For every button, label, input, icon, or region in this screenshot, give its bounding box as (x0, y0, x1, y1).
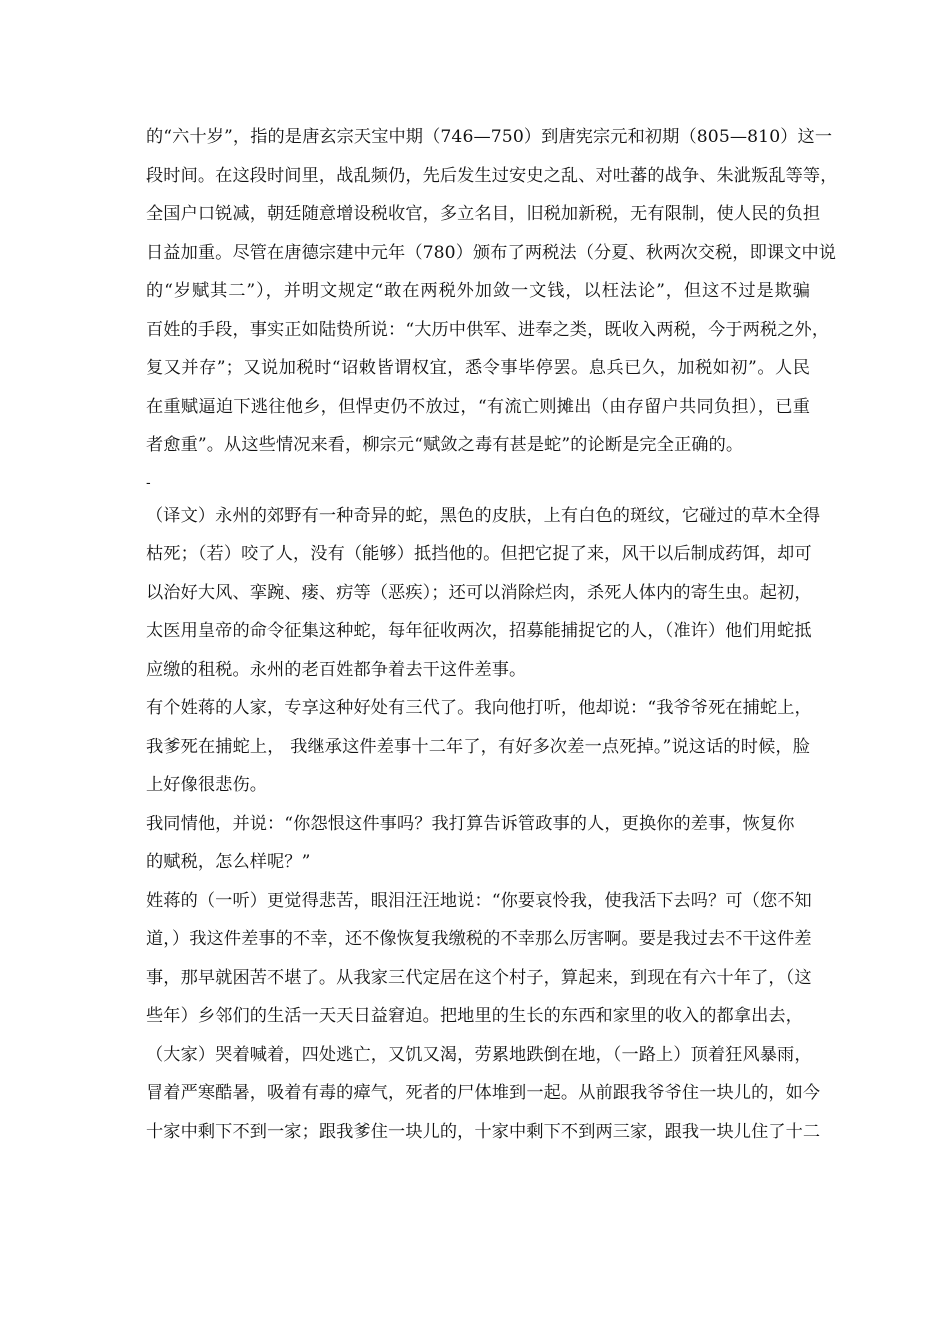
translation-line: 我同情他，并说：“你怨恨这件事吗？我打算告诉管政事的人，更换你的差事，恢复你 (146, 813, 795, 834)
translation-line: 有个姓蒋的人家，专享这种好处有三代了。我向他打听，他却说：“我爷爷死在捕蛇上， (146, 698, 812, 718)
text-line: 百姓的手段，事实正如陆贽所说：“大历中供军、进奉之类，既收入两税，今于两税之外， (146, 319, 830, 340)
translation-line: 以治好大风、挛踠、瘘、疠等（恶疾）；还可以消除烂肉，杀死人体内的寄生虫。起初， (146, 582, 812, 603)
text-line: 的“岁赋其二”），并明文规定“敢在两税外加敛一文钱，以枉法论”，但这不过是欺骗 (146, 281, 810, 301)
translation-line: （大家）哭着喊着，四处逃亡，又饥又渴，劳累地跌倒在地，（一路上）顶着狂风暴雨， (146, 1044, 812, 1065)
text-line: 段时间。在这段时间里，战乱频仍，先后发生过安史之乱、对吐蕃的战争、朱泚叛乱等等， (146, 165, 838, 186)
translation-line: 太医用皇帝的命令征集这种蛇，每年征收两次，招募能捕捉它的人，（准许）他们用蛇抵 (146, 621, 812, 641)
text-line: 日益加重。尽管在唐德宗建中元年（780）颁布了两税法（分夏、秋两次交税，即课文中说 (146, 242, 837, 263)
text-line: 的“六十岁”，指的是唐玄宗天宝中期（746—750）到唐宪宗元和初期（805—810）这一 (146, 127, 833, 147)
document-body (146, 118, 838, 1151)
translation-line: 的赋税，怎么样呢？” (146, 852, 311, 872)
separator-mark: - (146, 473, 151, 490)
translation-line: 事，那早就困苦不堪了。从我家三代定居在这个村子，算起来，到现在有六十年了，（这 (146, 967, 812, 988)
translation-line: 十家中剩下不到一家；跟我爹住一块儿的，十家中剩下不到两三家，跟我一块儿住了十二 (146, 1121, 821, 1142)
translation-line: 应缴的租税。永州的老百姓都争着去干这件差事。 (146, 659, 527, 680)
translation-line: 些年）乡邻们的生活一天天日益窘迫。把地里的生长的东西和家里的收入的都拿出去， (146, 1006, 803, 1026)
text-line: 者愈重”。从这些情况来看，柳宗元“赋敛之毒有甚是蛇”的论断是完全正确的。 (146, 435, 744, 455)
translation-line: 枯死；（若）咬了人，没有（能够）抵挡他的。但把它捉了来，风干以后制成药饵，却可 (146, 544, 812, 564)
translation-line: 道，）我这件差事的不幸，还不像恢复我缴税的不幸那么厉害啊。要是我过去不干这件差 (146, 929, 812, 949)
text-line: 全国户口锐减，朝廷随意增设税收官，多立名目，旧税加新税，无有限制，使人民的负担 (146, 204, 821, 224)
translation-line: （译文）永州的郊野有一种奇异的蛇，黑色的皮肤，上有白色的斑纹，它碰过的草木全得 (146, 505, 821, 526)
translation-line: 上好像很悲伤。 (146, 775, 268, 795)
text-line: 在重赋逼迫下逃往他乡，但悍吏仍不放过，“有流亡则摊出（由存留户共同负担），已重 (146, 396, 810, 417)
text-line: 复又并存”；又说加税时“诏敕皆谓权宜，悉令事毕停罢。息兵已久，加税如初”。人民 (146, 358, 810, 378)
translation-line: 姓蒋的（一听）更觉得悲苦，眼泪汪汪地说：“你要哀怜我，使我活下去吗？可（您不知 (146, 890, 812, 911)
translation-line: 我爹死在捕蛇上， 我继承这件差事十二年了，有好多次差一点死掉。”说这话的时候，脸 (146, 736, 810, 757)
translation-line: 冒着严寒酷暑，吸着有毒的瘴气，死者的尸体堆到一起。从前跟我爷爷住一块儿的，如今 (146, 1083, 821, 1103)
